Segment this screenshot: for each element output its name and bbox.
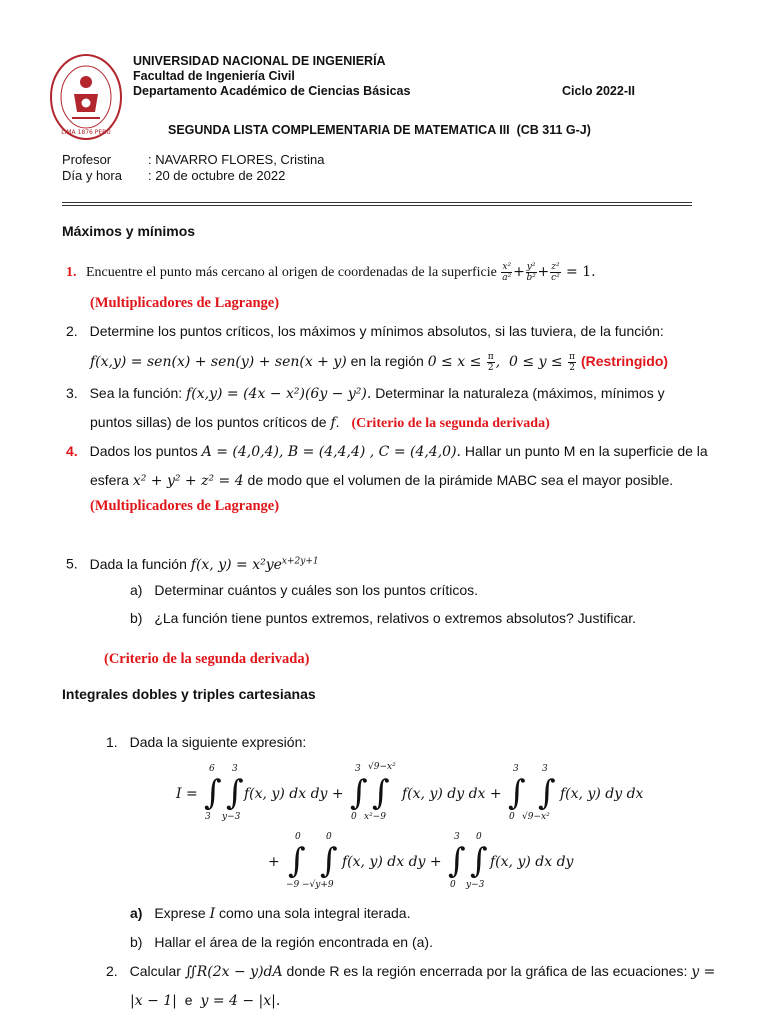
question-text: Sea la función: bbox=[89, 385, 183, 401]
university-seal-logo bbox=[48, 52, 124, 142]
date-label: Día y hora bbox=[62, 168, 122, 183]
function-expression: f(x, $y) = x^2ye^{x+2y+1}$ bbox=[190, 556, 319, 573]
subitem-text: Hallar el área de la región encontrada en (a). bbox=[154, 934, 433, 950]
question-text: Hallar un punto M en la superficie de la bbox=[464, 443, 708, 459]
question-text: de modo que el volumen de la pirámide MABC sea el mayor posible. bbox=[247, 472, 674, 488]
faculty-name: Facultad de Ingeniería Civil bbox=[133, 69, 295, 83]
conjunction: e bbox=[184, 992, 193, 1008]
integral-expression-line2: + ∫ 0 −9 ∫ 0 −√y+9 f(x, y) dx dy + ∫ 3 0 ∫ 0 y−3 f(x, y) dx dy bbox=[268, 832, 574, 890]
question-text: donde R es la región encerrada por la gráfica de las ecuaciones: bbox=[286, 963, 688, 979]
surface-equation: $\frac{\text{x²}}{\text{a²}}$ + $\frac{\text{y²}}{\text{b²}}$ + $\frac{\text{z²}}{\text{c²}}$ = 1. bbox=[502, 261, 596, 283]
method-label: (Multiplicadores de Lagrange) bbox=[90, 498, 280, 514]
header-divider-bottom bbox=[62, 205, 692, 206]
points-expression: A = (4,0,4), B = (4,4,4) , C = (4,4,0). bbox=[201, 444, 461, 460]
method-label: (Multiplicadores de Lagrange) bbox=[90, 295, 280, 311]
professor-label: Profesor bbox=[62, 152, 112, 167]
question-text: Dados los puntos bbox=[89, 443, 198, 459]
question-text: Dada la siguiente expresión: bbox=[129, 734, 307, 750]
integral-expression-line1: I = ∫ 6 3 ∫ 3 y−3 f(x, y) dx dy + ∫ 3 0 ∫ √9−x² x²−9 f(x, y) dy dx + ∫ 3 0 ∫ 3 √9−x² f(x, y) dy dx bbox=[176, 762, 644, 822]
section-heading-integrales: Integrales dobles y triples cartesianas bbox=[62, 686, 316, 702]
question-number: 2. bbox=[66, 323, 78, 339]
subitem-label: a) bbox=[130, 582, 143, 598]
question-text: puntos sillas) de los puntos críticos de bbox=[90, 414, 327, 430]
question-text: Determinar la naturaleza (máximos, mínimos y bbox=[375, 385, 665, 401]
question-number: 4. bbox=[66, 443, 78, 459]
region-label: en la región bbox=[350, 353, 424, 369]
question-text: Determine los puntos críticos, los máximos y mínimos absolutos, si las tuviera, de la función: bbox=[89, 323, 664, 339]
subitem-label: a) bbox=[130, 905, 143, 921]
professor-value: : NAVARRO FLORES, Cristina bbox=[148, 152, 325, 167]
subitem-label: b) bbox=[130, 610, 143, 626]
cycle-label: Ciclo 2022-II bbox=[562, 84, 635, 98]
question-text: Dada la función bbox=[89, 555, 187, 572]
question-text: Encuentre el punto más cercano al origen de coordenadas de la superficie bbox=[86, 265, 497, 280]
svg-text:LIMA 1876 PERU: LIMA 1876 PERU bbox=[61, 129, 111, 136]
integral-expression: ∬R(2x − y)dA bbox=[184, 964, 283, 980]
university-name: UNIVERSIDAD NACIONAL DE INGENIERÍA bbox=[133, 54, 386, 68]
question-number: 1. bbox=[66, 265, 77, 280]
subitem-text: Determinar cuántos y cuáles son los puntos críticos. bbox=[154, 582, 479, 598]
subitem-text: ¿La función tiene puntos extremos, relativos o extremos absolutos? Justificar. bbox=[154, 610, 637, 626]
subitem-text: Exprese bbox=[154, 905, 206, 921]
document-title: SEGUNDA LISTA COMPLEMENTARIA DE MATEMATICA III (CB 311 G-J) bbox=[168, 123, 591, 137]
subitem-text: como una sola integral iterada. bbox=[219, 905, 411, 921]
question-number: 3. bbox=[66, 385, 78, 401]
header-divider-top bbox=[62, 202, 692, 203]
question-number: 5. bbox=[66, 555, 78, 572]
date-value: : 20 de octubre de 2022 bbox=[148, 168, 286, 183]
equation-1: |x − 1| bbox=[130, 993, 177, 1009]
question-number: 1. bbox=[106, 734, 118, 750]
question-text: esfera bbox=[90, 472, 129, 488]
subitem-label: b) bbox=[130, 934, 143, 950]
function-expression: f(x,y) = sen(x) + sen(y) + sen(x + y) bbox=[90, 354, 347, 370]
question-number: 2. bbox=[106, 963, 118, 979]
department-name: Departamento Académico de Ciencias Básicas bbox=[133, 84, 411, 98]
function-expression: f(x,y) = (4x − x²)(6y − y²). bbox=[186, 386, 372, 402]
equation-2: y = 4 − |x|. bbox=[200, 993, 281, 1009]
method-label: (Restringido) bbox=[580, 353, 669, 369]
sphere-equation: x² + y² + z² = 4 bbox=[132, 473, 244, 489]
region-expression: 0 ≤ x ≤ $\frac{\pi}{2}$ , 0 ≤ y ≤ $\frac{\pi}{2}$ bbox=[427, 351, 576, 373]
method-label: (Criterio de la segunda derivada) bbox=[104, 651, 310, 667]
method-label: (Criterio de la segunda derivada) bbox=[351, 416, 550, 431]
question-text: Calcular bbox=[129, 963, 181, 979]
section-heading-maximos: Máximos y mínimos bbox=[62, 223, 196, 239]
